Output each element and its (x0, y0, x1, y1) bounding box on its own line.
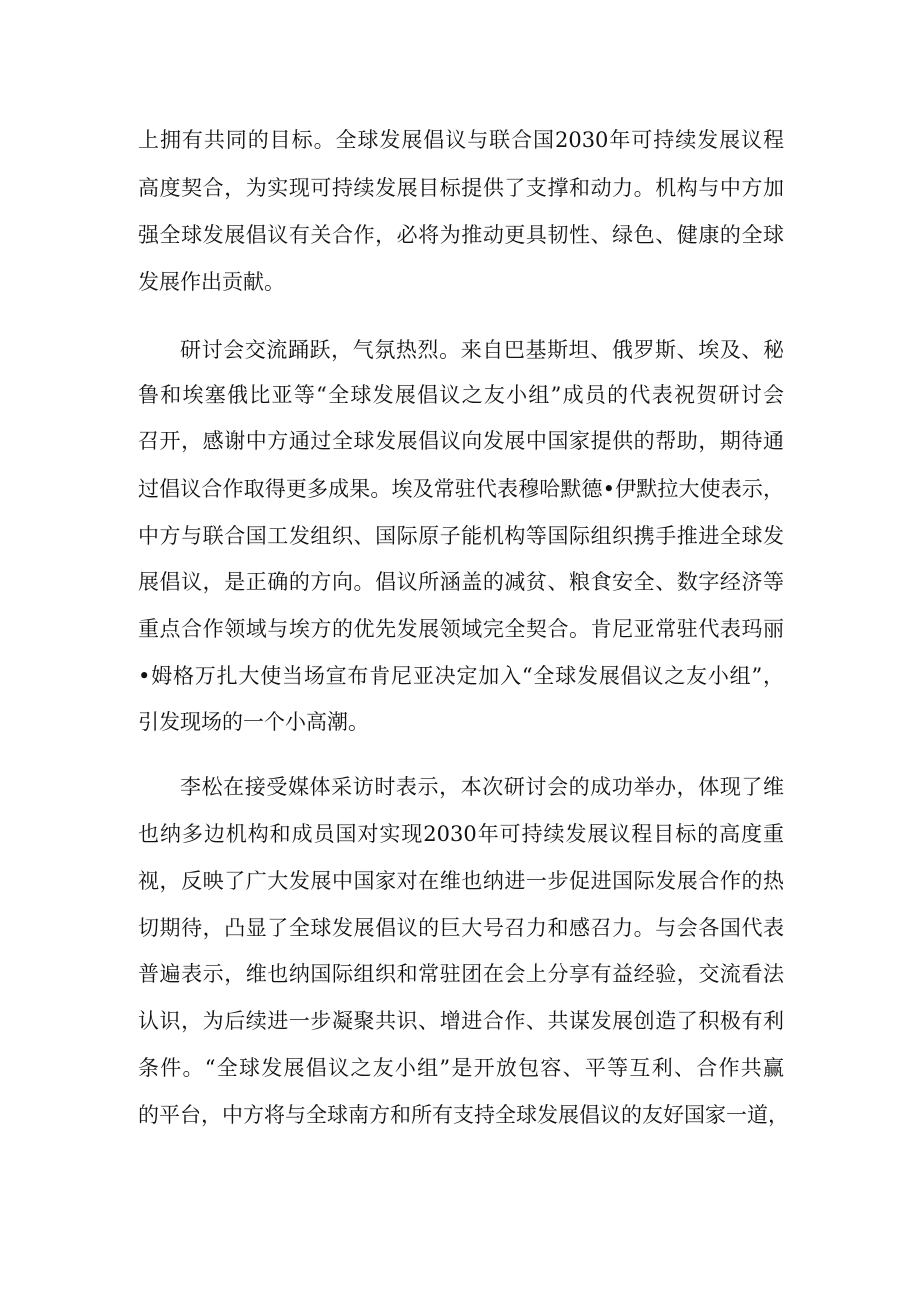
paragraph-2-line-9: 引发现场的一个小高潮。 (138, 710, 369, 734)
paragraph-2-line-2: 鲁和埃塞俄比亚等“全球发展倡议之友小组”成员的代表祝贺研讨会 (138, 383, 784, 407)
paragraph-3-line-5: 普遍表示，维也纳国际组织和常驻团在会上分享有益经验，交流看法 (138, 962, 784, 986)
paragraph-2-line-8: •姆格万扎大使当场宣布肯尼亚决定加入“全球发展倡议之友小组”， (138, 664, 784, 688)
paragraph-2-line-4: 过倡议合作取得更多成果。埃及常驻代表穆哈默德•伊默拉大使表示， (138, 477, 784, 501)
paragraph-2-line-5: 中方与联合国工发组织、国际原子能机构等国际组织携手推进全球发 (138, 524, 784, 548)
paragraph-1-line-2: 高度契合，为实现可持续发展目标提供了支撑和动力。机构与中方加 (138, 176, 784, 200)
paragraph-2-line-7: 重点合作领域与埃方的优先发展领域完全契合。肯尼亚常驻代表玛丽 (138, 617, 784, 641)
paragraph-1-line-4: 发展作出贡献。 (138, 270, 285, 294)
paragraph-2-line-6: 展倡议，是正确的方向。倡议所涵盖的减贫、粮食安全、数字经济等 (138, 570, 784, 594)
paragraph-3-line-8: 的平台，中方将与全球南方和所有支持全球发展倡议的友好国家一道， (138, 1103, 789, 1127)
paragraph-3-line-7: 条件。“全球发展倡议之友小组”是开放包容、平等互利、合作共赢 (138, 1056, 784, 1080)
paragraph-3-line-6: 认识，为后续进一步凝聚共识、增进合作、共谋发展创造了积极有利 (138, 1009, 784, 1033)
paragraph-3-line-2: 也纳多边机构和成员国对实现2030年可持续发展议程目标的高度重 (138, 822, 784, 846)
paragraph-3-line-1: 李松在接受媒体采访时表示，本次研讨会的成功举办，体现了维 (180, 775, 784, 799)
paragraph-2-line-3: 召开，感谢中方通过全球发展倡议向发展中国家提供的帮助，期待通 (138, 429, 784, 453)
paragraph-3-line-3: 视，反映了广大发展中国家对在维也纳进一步促进国际发展合作的热 (138, 869, 784, 893)
paragraph-1-line-1: 上拥有共同的目标。全球发展倡议与联合国2030年可持续发展议程 (138, 128, 784, 152)
paragraph-2-line-1: 研讨会交流踊跃，气氛热烈。来自巴基斯坦、俄罗斯、埃及、秘 (180, 338, 784, 362)
paragraph-1-line-3: 强全球发展倡议有关合作，必将为推动更具韧性、绿色、健康的全球 (138, 223, 784, 247)
paragraph-3-line-4: 切期待，凸显了全球发展倡议的巨大号召力和感召力。与会各国代表 (138, 916, 784, 940)
